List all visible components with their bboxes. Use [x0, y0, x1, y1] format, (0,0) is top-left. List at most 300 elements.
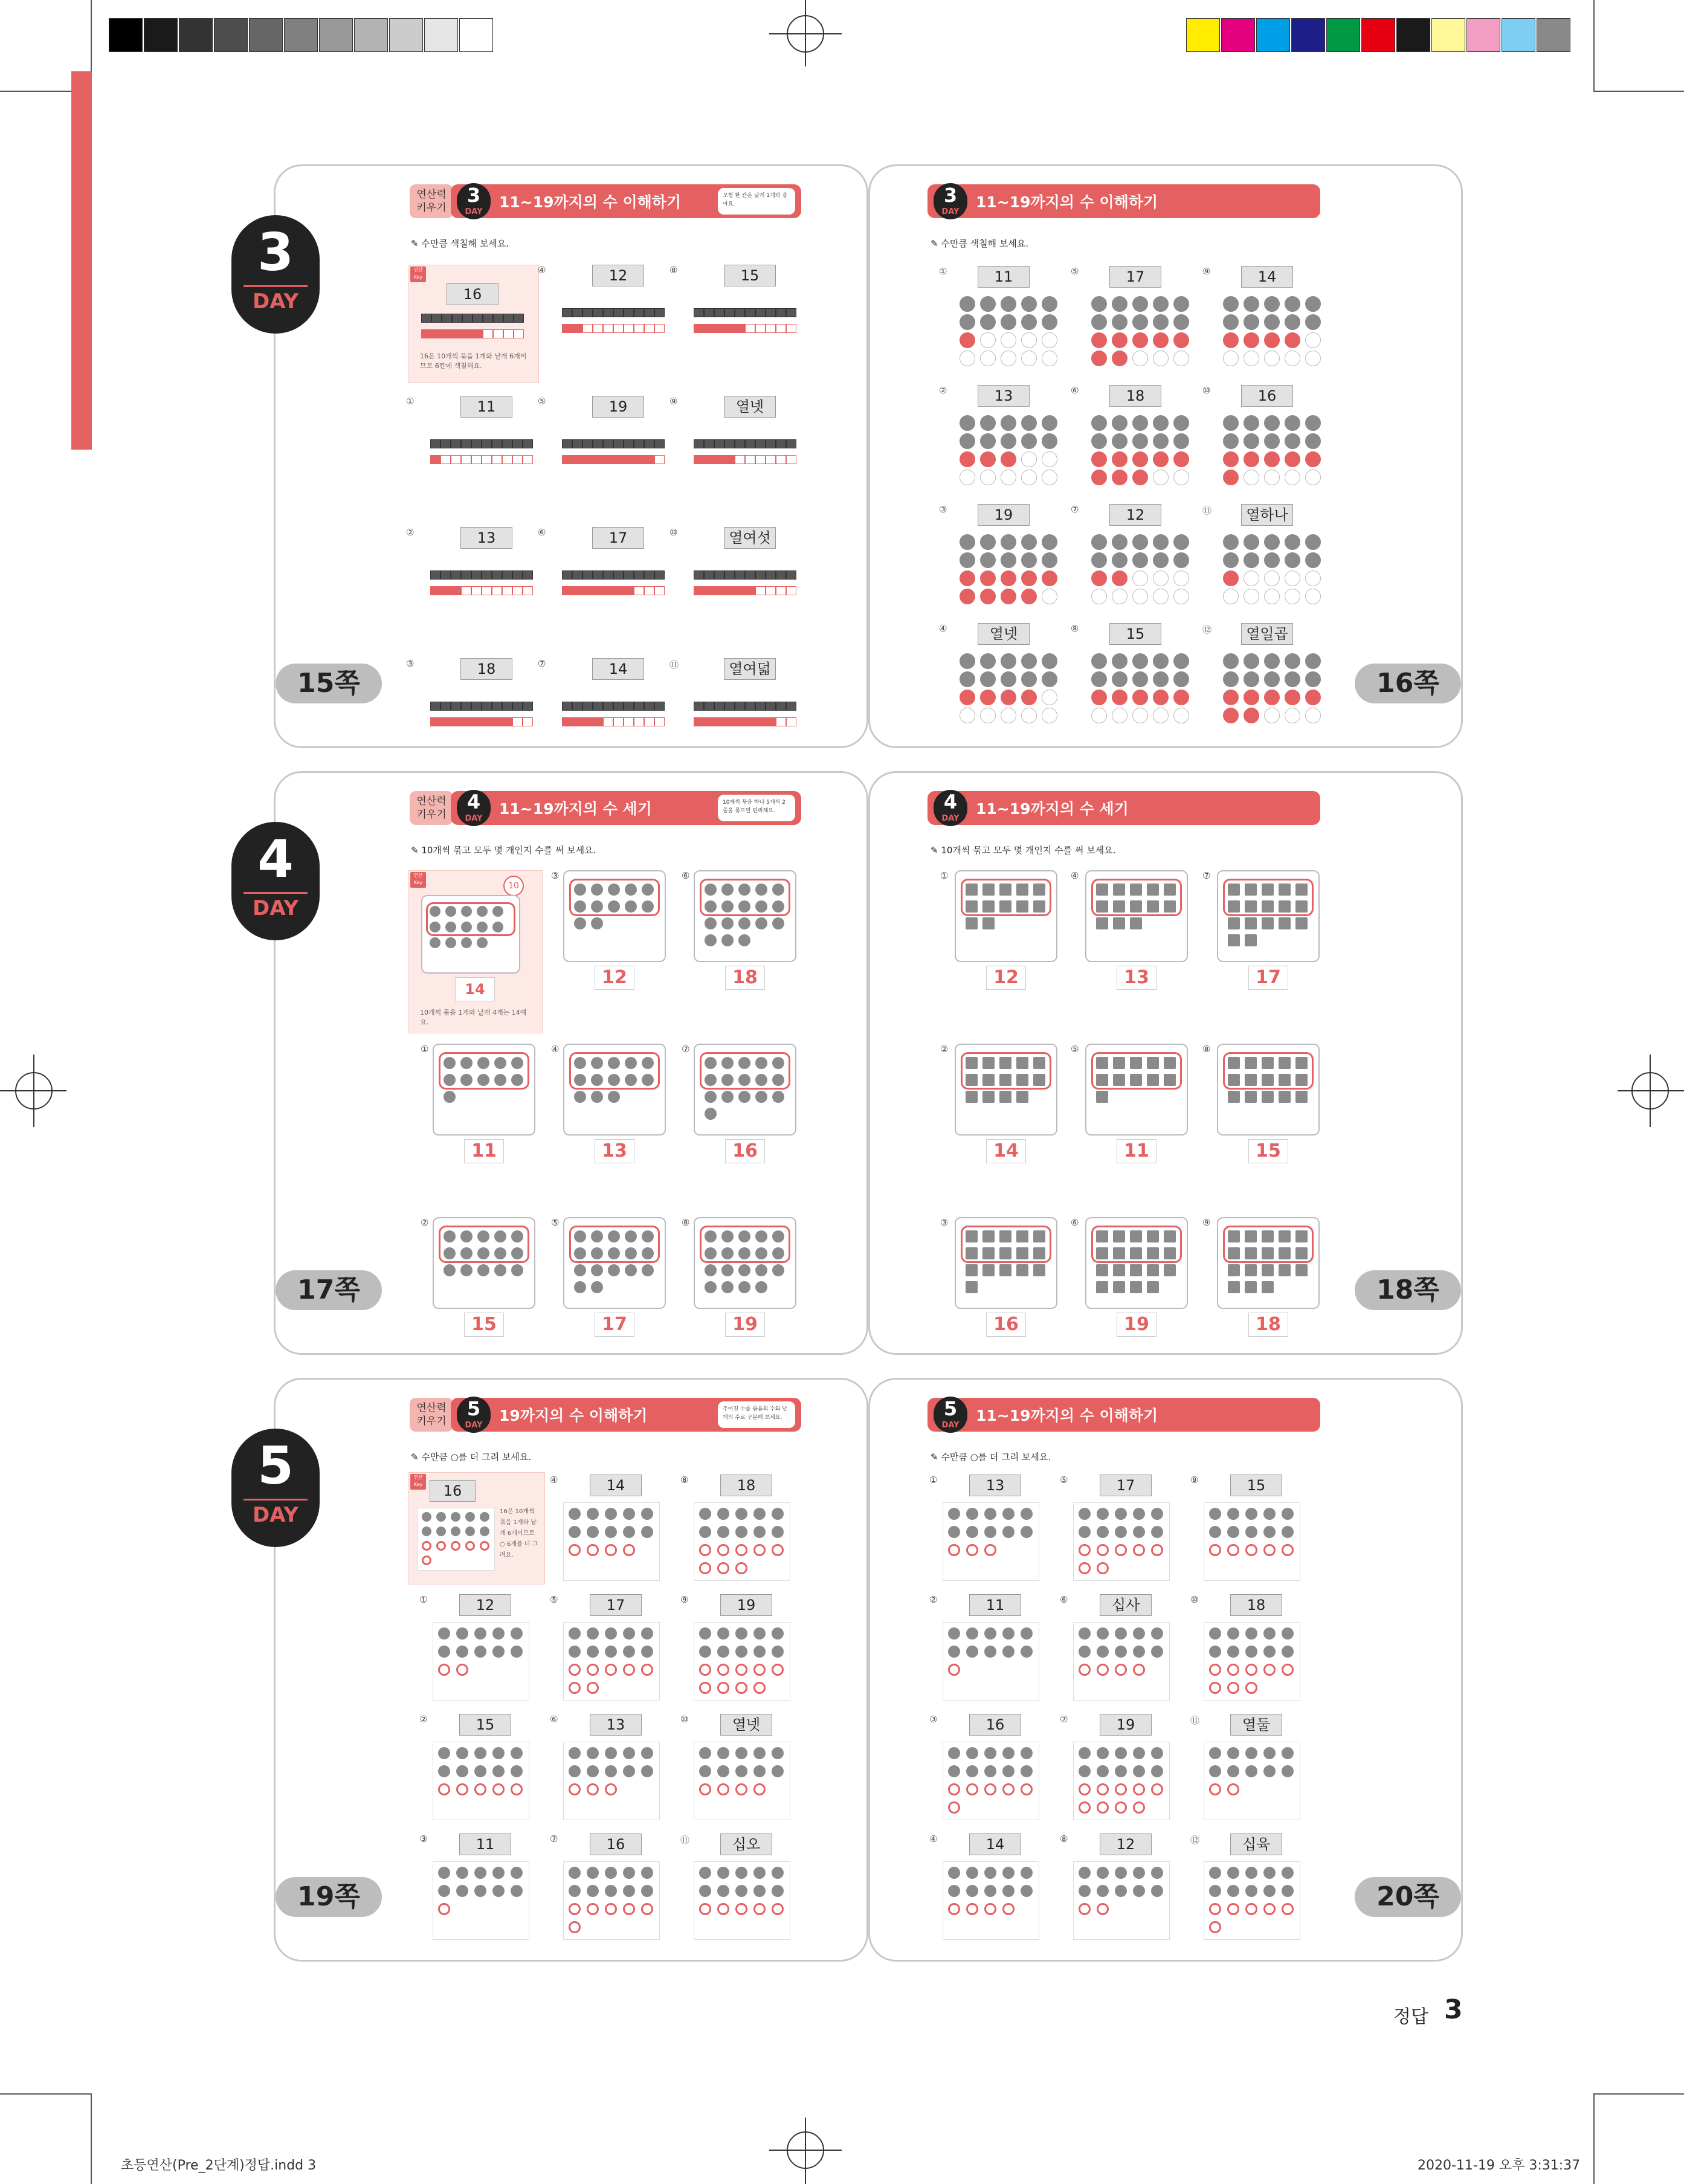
apple-icon — [1153, 552, 1169, 568]
circle-icon — [438, 1646, 450, 1658]
apple-icon — [1042, 671, 1057, 687]
circle-icon — [574, 1057, 586, 1069]
bar-cell — [492, 586, 502, 595]
gray-swatch — [354, 18, 388, 52]
red-circle-icon — [753, 1682, 766, 1694]
red-circle-icon — [966, 1544, 978, 1556]
timestamp: 2020-11-19 오후 3:31:37 — [1418, 2158, 1581, 2173]
apple-icon — [1285, 653, 1300, 669]
bar-cell — [714, 308, 724, 317]
circle-icon — [705, 884, 717, 896]
apple-icon — [1001, 351, 1016, 366]
apple-icon — [1001, 470, 1016, 485]
bar-cell — [440, 455, 451, 464]
apple-icon — [1264, 351, 1280, 366]
square-icon — [1096, 1247, 1108, 1259]
circle-icon — [755, 1264, 767, 1276]
red-circle-icon — [699, 1544, 711, 1556]
ten-frame-grid — [1204, 1742, 1300, 1820]
apple-icon — [1091, 534, 1107, 550]
bar-cell — [634, 717, 644, 726]
question-index: ① — [940, 870, 949, 881]
bar-cell — [613, 308, 624, 317]
circle-icon — [1245, 1627, 1257, 1640]
bar-cell — [644, 324, 654, 333]
answer-box: 11 — [1117, 1139, 1157, 1163]
circle-icon — [477, 1264, 489, 1276]
bar-row-ones — [694, 455, 796, 464]
red-circle-icon — [772, 1903, 784, 1915]
circle-icon — [1002, 1765, 1015, 1777]
circle-icon — [623, 1627, 635, 1640]
bar-row-ten — [562, 702, 665, 711]
number-box: 14 — [592, 658, 644, 680]
circle-icon — [591, 1247, 603, 1259]
circle-icon — [1115, 1885, 1127, 1897]
apple-icon — [980, 433, 996, 449]
circle-icon — [699, 1646, 711, 1658]
bar-cell — [776, 324, 786, 333]
page-label-18: 18쪽 — [1355, 1270, 1461, 1310]
ten-frame-grid — [943, 1622, 1039, 1701]
crop-mark — [1593, 0, 1595, 91]
circle-icon — [1133, 1646, 1145, 1658]
question-index: ⑧ — [669, 265, 678, 276]
count-frame — [955, 1217, 1057, 1309]
question-index: ⑦ — [550, 1833, 558, 1844]
circle-icon — [966, 1627, 978, 1640]
circle-icon — [438, 1627, 450, 1640]
circle-icon — [1115, 1765, 1127, 1777]
circle-icon — [966, 1747, 978, 1759]
bar-cell — [755, 570, 766, 580]
bar-cell — [493, 314, 503, 323]
circle-icon — [699, 1765, 711, 1777]
apple-icon — [1132, 351, 1148, 366]
key-tag: 연산 Key — [410, 1474, 426, 1490]
circle-icon — [623, 1526, 635, 1538]
bar-cell — [562, 586, 572, 595]
file-name: 초등연산(Pre_2단계)정답.indd 3 — [121, 2158, 317, 2173]
bar-row-ten — [694, 308, 796, 317]
apple-icon — [1091, 653, 1107, 669]
square-icon — [1164, 1247, 1176, 1259]
circle-icon — [772, 1057, 784, 1069]
question-index: ⑤ — [550, 1594, 558, 1605]
bar-cell — [451, 586, 461, 595]
bar-cell — [776, 570, 786, 580]
bar-cell — [745, 586, 755, 595]
ten-frame-grid — [418, 1508, 495, 1571]
bar-cell — [735, 455, 745, 464]
bar-row-ones — [562, 586, 665, 595]
circle-icon — [456, 1765, 468, 1777]
circle-icon — [460, 1057, 473, 1069]
bar-cell — [714, 570, 724, 580]
circle-icon — [1002, 1747, 1015, 1759]
square-icon — [999, 1091, 1011, 1103]
bar-cell — [613, 439, 624, 448]
bar-cell — [440, 439, 451, 448]
gray-swatch — [459, 18, 493, 52]
page-label-15: 15쪽 — [276, 664, 382, 703]
red-circle-icon — [623, 1544, 635, 1556]
apple-icon — [1173, 351, 1189, 366]
circle-icon — [1097, 1885, 1109, 1897]
circle-icon — [1115, 1508, 1127, 1520]
apple-icon — [1153, 351, 1169, 366]
ten-frame-grid — [1204, 1861, 1300, 1940]
bar-cell — [654, 586, 665, 595]
square-icon — [1295, 1091, 1308, 1103]
square-icon — [1130, 1074, 1142, 1086]
red-circle-icon — [605, 1664, 617, 1676]
answer-box: 12 — [595, 966, 634, 990]
bar-cell — [634, 308, 644, 317]
square-icon — [982, 1091, 995, 1103]
apple-icon — [1305, 470, 1321, 485]
registration-mark-left — [0, 1055, 66, 1127]
apple-icon — [1091, 296, 1107, 312]
apple-icon — [1264, 470, 1280, 485]
circle-icon — [948, 1526, 960, 1538]
apple-icon — [1264, 653, 1280, 669]
bar-cell — [461, 455, 471, 464]
square-icon — [1016, 1057, 1028, 1069]
question-index: ⑨ — [1202, 1217, 1211, 1228]
square-icon — [1228, 934, 1240, 946]
bar-cell — [461, 702, 471, 711]
section-header-3-left: 3 DAY 11~19까지의 수 이해하기 모형 한 칸은 낱개 1개와 같아요. — [451, 184, 801, 218]
circle-icon — [474, 1885, 486, 1897]
circle-icon — [717, 1646, 729, 1658]
question-index: ④ — [1071, 870, 1079, 881]
circle-icon — [591, 1074, 603, 1086]
circle-icon — [1227, 1646, 1239, 1658]
circle-icon — [717, 1508, 729, 1520]
pencil-icon: ✎ — [931, 238, 941, 249]
circle-icon — [738, 1074, 750, 1086]
circle-icon — [511, 1765, 523, 1777]
apple-icon — [1173, 296, 1189, 312]
bar-cell — [694, 702, 704, 711]
circle-icon — [591, 1230, 603, 1242]
circle-icon — [721, 1264, 734, 1276]
apple-icon — [1264, 708, 1280, 723]
square-icon — [966, 1264, 978, 1276]
red-circle-icon — [753, 1903, 766, 1915]
circle-icon — [445, 937, 456, 948]
circle-icon — [753, 1526, 766, 1538]
answer-box: 15 — [464, 1313, 504, 1337]
square-icon — [1228, 1091, 1240, 1103]
circle-icon — [438, 1765, 450, 1777]
question-index: ⑨ — [669, 396, 678, 407]
bar-cell — [461, 586, 471, 595]
red-circle-icon — [1133, 1783, 1145, 1795]
circle-icon — [444, 1074, 456, 1086]
question-index: ⑥ — [1071, 385, 1079, 396]
circle-icon — [438, 1885, 450, 1897]
circle-icon — [772, 1508, 784, 1520]
question-index: ⑪ — [1190, 1715, 1200, 1726]
red-circle-icon — [474, 1783, 486, 1795]
number-box: 15 — [1230, 1475, 1282, 1496]
bar-cell — [430, 439, 440, 448]
apple-icon — [1223, 708, 1239, 723]
bar-cell — [442, 314, 452, 323]
apple-icon — [1132, 332, 1148, 348]
circle-icon — [605, 1867, 617, 1879]
apple-icon — [960, 451, 975, 467]
circle-icon — [1002, 1646, 1015, 1658]
square-icon — [1113, 900, 1125, 913]
apple-icon — [1223, 690, 1239, 705]
question-index: ⑥ — [1060, 1594, 1068, 1605]
red-circle-icon — [436, 1541, 446, 1551]
square-icon — [1113, 1057, 1125, 1069]
circle-icon — [948, 1765, 960, 1777]
bar-cell — [624, 455, 634, 464]
bar-cell — [523, 717, 533, 726]
circle-icon — [772, 900, 784, 913]
apple-icon — [1223, 552, 1239, 568]
registration-mark-top — [769, 0, 842, 66]
apple-icon — [1001, 552, 1016, 568]
circle-icon — [1133, 1867, 1145, 1879]
circle-icon — [465, 1512, 475, 1522]
bar-cell — [776, 717, 786, 726]
instruction: ✎ 수만큼 ○를 더 그려 보세요. — [931, 1452, 1051, 1462]
circle-icon — [460, 1247, 473, 1259]
answer-label: 정답 — [1393, 2006, 1428, 2027]
day-circle: 4 DAY — [934, 790, 967, 826]
question-index: ① — [929, 1475, 938, 1485]
square-icon — [1295, 917, 1308, 929]
question-index: ⑧ — [680, 1475, 689, 1485]
bar-cell — [572, 717, 582, 726]
count-frame — [694, 870, 796, 962]
red-circle-icon — [605, 1903, 617, 1915]
circle-icon — [477, 1057, 489, 1069]
square-icon — [1228, 1230, 1240, 1242]
apple-grid — [1223, 296, 1323, 366]
red-circle-icon — [1079, 1664, 1091, 1676]
bar-cell — [582, 308, 593, 317]
circle-icon — [587, 1765, 599, 1777]
bar-cell — [634, 439, 644, 448]
bar-cell — [724, 717, 735, 726]
bar-cell — [421, 314, 431, 323]
circle-icon — [1263, 1885, 1276, 1897]
apple-icon — [980, 296, 996, 312]
circle-icon — [1151, 1627, 1163, 1640]
apple-icon — [1285, 708, 1300, 723]
bar-cell — [523, 586, 533, 595]
registration-mark-right — [1618, 1055, 1684, 1127]
bar-cell — [603, 324, 613, 333]
circle-icon — [474, 1646, 486, 1658]
square-icon — [1228, 1057, 1240, 1069]
red-circle-icon — [1097, 1562, 1109, 1574]
bar-cell — [634, 586, 644, 595]
bar-cell — [735, 324, 745, 333]
square-icon — [1096, 1057, 1108, 1069]
square-icon — [1147, 884, 1159, 896]
circle-icon — [772, 917, 784, 929]
apple-icon — [1223, 653, 1239, 669]
apple-icon — [1042, 470, 1057, 485]
bar-cell — [482, 455, 492, 464]
square-icon — [982, 1057, 995, 1069]
circle-icon — [948, 1885, 960, 1897]
apple-icon — [1132, 552, 1148, 568]
circle-icon — [623, 1747, 635, 1759]
circle-icon — [492, 1867, 505, 1879]
circle-icon — [1021, 1765, 1033, 1777]
square-icon — [1228, 1074, 1240, 1086]
circle-icon — [605, 1885, 617, 1897]
square-icon — [1147, 1264, 1159, 1276]
red-circle-icon — [735, 1903, 747, 1915]
circle-icon — [755, 1057, 767, 1069]
bar-cell — [603, 308, 613, 317]
circle-icon — [511, 1074, 523, 1086]
ten-frame-grid — [694, 1742, 790, 1820]
bar-cell — [461, 717, 471, 726]
square-icon — [1245, 900, 1257, 913]
bar-cell — [786, 324, 796, 333]
circle-icon — [735, 1765, 747, 1777]
apple-icon — [1132, 433, 1148, 449]
apple-icon — [1153, 690, 1169, 705]
circle-icon — [1151, 1867, 1163, 1879]
apple-icon — [1285, 332, 1300, 348]
red-circle-icon — [1002, 1783, 1015, 1795]
bar-cell — [603, 702, 613, 711]
question-index: ⑨ — [680, 1594, 689, 1605]
bar-cell — [766, 570, 776, 580]
red-circle-icon — [587, 1682, 599, 1694]
gray-swatch — [214, 18, 248, 52]
bar-cell — [786, 586, 796, 595]
red-circle-icon — [569, 1783, 581, 1795]
apple-icon — [1173, 415, 1189, 431]
square-icon — [1147, 900, 1159, 913]
number-box: 15 — [459, 1714, 511, 1736]
question-index: ③ — [406, 658, 415, 669]
question-index: ⑤ — [1071, 266, 1079, 277]
apple-icon — [1223, 314, 1239, 330]
bar-row-ten — [694, 570, 796, 580]
circle-icon — [605, 1627, 617, 1640]
square-icon — [1262, 1057, 1274, 1069]
ten-frame-grid — [433, 1742, 529, 1820]
square-icon — [1262, 1264, 1274, 1276]
bar-cell — [562, 439, 572, 448]
apple-icon — [1091, 708, 1107, 723]
circle-icon — [721, 1057, 734, 1069]
apple-icon — [1112, 451, 1128, 467]
circle-icon — [608, 900, 620, 913]
square-icon — [1113, 1230, 1125, 1242]
bar-cell — [644, 455, 654, 464]
circle-icon — [494, 1074, 506, 1086]
square-icon — [966, 1230, 978, 1242]
question-index: ⑨ — [1190, 1475, 1199, 1485]
bar-cell — [694, 324, 704, 333]
bar-cell — [755, 308, 766, 317]
bar-cell — [766, 717, 776, 726]
circle-icon — [753, 1508, 766, 1520]
square-icon — [1262, 1230, 1274, 1242]
color-swatch — [1221, 18, 1255, 52]
circle-icon — [456, 1885, 468, 1897]
square-icon — [1113, 1074, 1125, 1086]
red-circle-icon — [735, 1682, 747, 1694]
gray-swatch — [249, 18, 283, 52]
key-tag: 연산 Key — [410, 872, 426, 888]
apple-icon — [1091, 433, 1107, 449]
example-card — [408, 870, 543, 1033]
bar-cell — [603, 439, 613, 448]
circle-icon — [1227, 1627, 1239, 1640]
circle-icon — [717, 1627, 729, 1640]
red-circle-icon — [948, 1903, 960, 1915]
circle-icon — [511, 1057, 523, 1069]
bar-cell — [745, 439, 755, 448]
circle-icon — [948, 1508, 960, 1520]
bar-cell — [523, 439, 533, 448]
circle-icon — [569, 1627, 581, 1640]
circle-icon — [494, 1247, 506, 1259]
circle-icon — [755, 1091, 767, 1103]
page-label-19: 19쪽 — [276, 1877, 382, 1917]
red-circle-icon — [569, 1664, 581, 1676]
square-icon — [1279, 1074, 1291, 1086]
square-icon — [1096, 1230, 1108, 1242]
circle-icon — [477, 1247, 489, 1259]
apple-icon — [980, 690, 996, 705]
bar-row-ones — [562, 717, 665, 726]
ten-group-ring — [426, 902, 515, 936]
circle-icon — [1245, 1747, 1257, 1759]
square-icon — [966, 1247, 978, 1259]
circle-icon — [456, 1646, 468, 1658]
circle-icon — [1079, 1885, 1091, 1897]
circle-icon — [422, 1527, 431, 1536]
apple-icon — [1264, 671, 1280, 687]
circle-icon — [705, 1074, 717, 1086]
bar-cell — [440, 570, 451, 580]
circle-icon — [1263, 1508, 1276, 1520]
ten-frame-grid — [563, 1861, 660, 1940]
bar-cell — [593, 586, 603, 595]
red-circle-icon — [699, 1682, 711, 1694]
circle-icon — [1209, 1747, 1221, 1759]
circle-icon — [1209, 1627, 1221, 1640]
circle-icon — [460, 1074, 473, 1086]
circle-icon — [753, 1747, 766, 1759]
square-icon — [1147, 1074, 1159, 1086]
circle-icon — [735, 1627, 747, 1640]
apple-icon — [1091, 671, 1107, 687]
circle-icon — [511, 1646, 523, 1658]
square-icon — [1228, 900, 1240, 913]
bar-cell — [492, 570, 502, 580]
square-icon — [1096, 1264, 1108, 1276]
circle-icon — [587, 1646, 599, 1658]
